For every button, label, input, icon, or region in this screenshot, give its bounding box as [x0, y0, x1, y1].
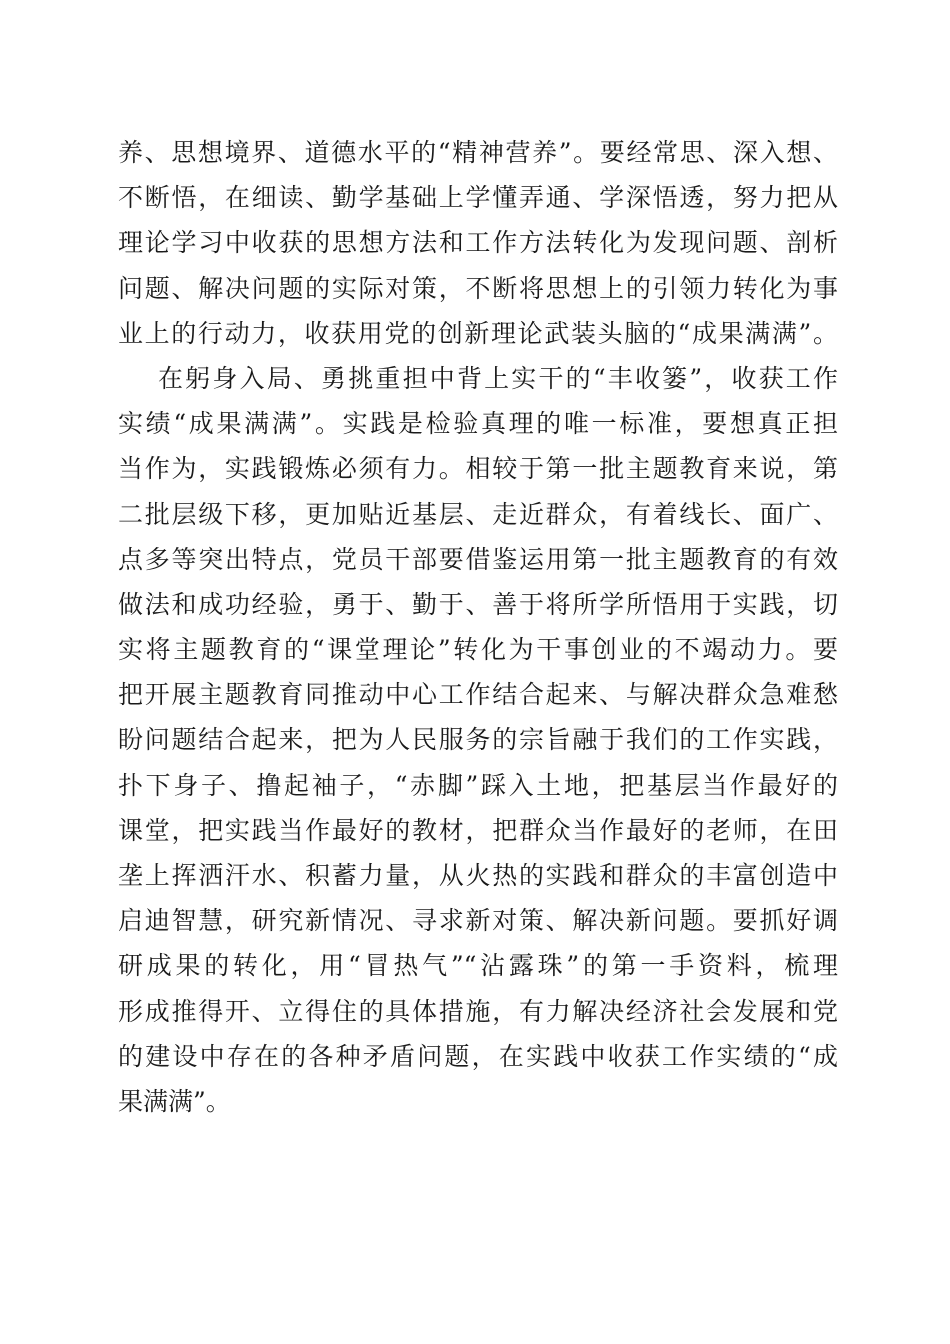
text-line: 盼问题结合起来，把为人民服务的宗旨融于我们的工作实践，: [118, 725, 838, 755]
text-line: 二批层级下移，更加贴近基层、走近群众，有着线长、面广、: [118, 499, 838, 529]
text-line: 业上的行动力，收获用党的创新理论武装头脑的“成果满满”。: [118, 318, 838, 348]
text-line: 实绩“成果满满”。实践是检验真理的唯一标准，要想真正担: [118, 409, 838, 439]
text-line: 形成推得开、立得住的具体措施，有力解决经济社会发展和党: [118, 996, 838, 1026]
text-line: 理论学习中收获的思想方法和工作方法转化为发现问题、剖析: [118, 228, 838, 258]
text-line: 研成果的转化，用“冒热气”“沾露珠”的第一手资料，梳理: [118, 951, 838, 981]
text-line: 在躬身入局、勇挑重担中背上实干的“丰收篓”，收获工作: [158, 363, 838, 393]
text-line: 点多等突出特点，党员干部要借鉴运用第一批主题教育的有效: [118, 544, 838, 574]
text-line: 果满满”。: [118, 1086, 231, 1116]
text-line: 养、思想境界、道德水平的“精神营养”。要经常思、深入想、: [118, 138, 838, 167]
text-line: 当作为，实践锻炼必须有力。相较于第一批主题教育来说，第: [118, 454, 838, 484]
text-line: 问题、解决问题的实际对策，不断将思想上的引领力转化为事: [118, 273, 838, 303]
paragraph-2: [118, 356, 838, 1124]
text-line: 的建设中存在的各种矛盾问题，在实践中收获工作实绩的“成: [118, 1041, 838, 1071]
paragraph-1: [118, 130, 838, 356]
text-line: 课堂，把实践当作最好的教材，把群众当作最好的老师，在田: [118, 815, 838, 845]
body-text: [118, 130, 838, 1124]
text-line: 扑下身子、撸起袖子，“赤脚”踩入土地，把基层当作最好的: [118, 770, 838, 800]
text-line: 垄上挥洒汗水、积蓄力量，从火热的实践和群众的丰富创造中: [118, 861, 838, 890]
text-line: 做法和成功经验，勇于、勤于、善于将所学所悟用于实践，切: [118, 589, 838, 619]
text-line: 启迪智慧，研究新情况、寻求新对策、解决新问题。要抓好调: [118, 906, 838, 936]
text-line: 实将主题教育的“课堂理论”转化为干事创业的不竭动力。要: [118, 635, 838, 665]
text-line: 不断悟，在细读、勤学基础上学懂弄通、学深悟透，努力把从: [118, 183, 838, 213]
text-line: 把开展主题教育同推动中心工作结合起来、与解决群众急难愁: [118, 680, 838, 710]
